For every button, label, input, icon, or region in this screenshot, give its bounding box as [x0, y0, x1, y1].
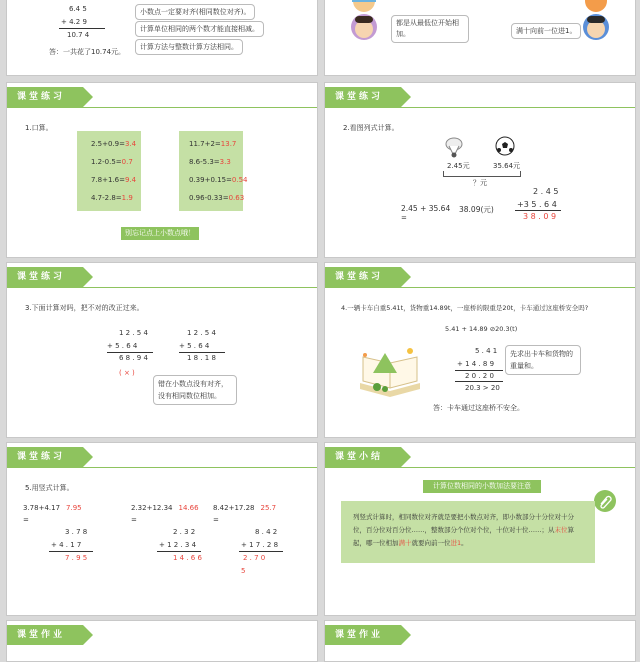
vertical-calc-line: 2 . 3 2 — [173, 528, 196, 536]
vertical-calc-line: 2 . 7 0 — [243, 554, 266, 562]
soccer-ball-icon — [495, 136, 515, 156]
oral-calc-question: 1.2-0.5= — [91, 158, 122, 166]
calc-line-1: 6.4 5 — [69, 5, 87, 13]
equation-text: 2.45 + 35.64 — [401, 204, 451, 213]
exercise-title: 5.用竖式计算。 — [25, 484, 74, 492]
vertical-line-3: 2 0 . 2 0 — [465, 372, 494, 380]
question-answer: 7.95 — [66, 504, 82, 512]
dialogue-bubble-2: 满十向前一位进1。 — [511, 23, 581, 39]
slide-header: 课堂练习 — [7, 267, 83, 287]
oral-calc-item — [91, 140, 136, 148]
equation-answer: 38.09(元) — [459, 205, 494, 214]
summary-banner: 计算位数相同的小数加法要注意 — [423, 480, 541, 493]
oral-calc-answer: 0.63 — [228, 194, 245, 202]
vertical-calc-line: + 1 7 . 2 8 — [241, 541, 279, 549]
tip-button[interactable]: 别忘记点上小数点哦！ — [121, 227, 199, 240]
note-bubble-2: 计算单位相同的两个数才能直接相减。 — [135, 21, 264, 37]
oral-calc-answer: 0.54 — [231, 176, 248, 184]
oral-calc-answer: 9.4 — [125, 176, 137, 184]
oral-calc-item — [189, 140, 236, 148]
note-bubble-1: 小数点一定要对齐(相同数位对齐)。 — [135, 4, 255, 20]
vertical-calc-line: 7 . 9 5 — [65, 554, 88, 562]
vertical-line-1: 5 . 4 1 — [475, 347, 498, 355]
exercise-title: 4.一辆卡车自重5.41t，货物重14.89t，一座桥的限重是20t，卡车通过这座桥安全吗? — [341, 304, 589, 312]
price-label-1: 2.45元 — [447, 162, 470, 170]
vertical-calc-line: 5 — [241, 567, 246, 575]
right-line-3: 1 8 . 1 8 — [187, 354, 216, 362]
child-avatar-icon-2 — [581, 12, 611, 42]
oral-calc-question: 8.6-5.3= — [189, 158, 220, 166]
oral-calc-answer: 13.7 — [220, 140, 237, 148]
question-answer: 25.7 — [260, 504, 277, 512]
slide-header: 课堂小结 — [325, 447, 401, 467]
vertical-calc-question — [213, 504, 276, 512]
slide-header: 课堂练习 — [7, 447, 83, 467]
wrong-line-2: + 5 . 6 4 — [107, 342, 138, 350]
summary-box: 列竖式计算时，相同数位对齐就是要把小数点对齐，即小数部分十分位对十分位，百分位对百分位……，整数部分个位对个位，十位对十位……；从末位算起，哪一位相加满十就要向前一位进1。 — [341, 501, 595, 563]
vertical-calc-line: 1 4 . 6 6 — [173, 554, 202, 562]
vertical-calc-question — [131, 504, 199, 512]
vertical-line-2: + 1 4 . 8 9 — [457, 360, 495, 368]
slide-homework-2 — [324, 620, 636, 662]
slide-header: 课堂练习 — [325, 87, 401, 107]
question-text: 3.78+4.17 — [23, 504, 61, 512]
book-illustration-icon — [355, 343, 425, 403]
equation-text: 5.41 + 14.89 ⊘20.3(t) — [445, 325, 518, 333]
oral-calc-question: 4.7-2.8= — [91, 194, 122, 202]
answer-text: 答：卡车通过这座桥不安全。 — [433, 404, 524, 412]
price-label-2: 35.64元 — [493, 162, 521, 170]
question-label: ？元 — [473, 179, 487, 187]
hint-bubble: 先求出卡车和货物的重量和。 — [505, 345, 581, 375]
oral-calc-item — [189, 176, 248, 184]
oral-calc-item — [91, 194, 133, 202]
slide-correction — [6, 262, 318, 438]
slide-header: 课堂作业 — [7, 625, 83, 645]
wrong-line-1: 1 2 . 5 4 — [119, 329, 148, 337]
exercise-title: 2.看图列式计算。 — [343, 124, 399, 132]
oral-calc-item — [91, 158, 133, 166]
vertical-line-1: 2 . 4 5 — [533, 187, 559, 196]
note-bubble-3: 计算方法与整数计算方法相同。 — [135, 39, 243, 55]
slide-header: 课堂作业 — [325, 625, 401, 645]
oral-calc-question: 0.39+0.15= — [189, 176, 232, 184]
vertical-calc-line: + 1 2 . 3 4 — [159, 541, 197, 549]
vertical-calc-line: 3 . 7 8 — [65, 528, 88, 536]
slide-header: 课堂练习 — [7, 87, 83, 107]
oral-calc-item — [189, 194, 244, 202]
exercise-title: 1.口算。 — [25, 124, 53, 132]
right-line-2: + 5 . 6 4 — [179, 342, 210, 350]
exercise-title: 3.下面计算对吗，把不对的改正过来。 — [25, 304, 144, 312]
slide-header: 课堂练习 — [325, 267, 401, 287]
question-text: 8.42+17.28 — [213, 504, 255, 512]
question-answer: 14.66 — [178, 504, 199, 512]
wrong-mark: ( × ) — [119, 369, 135, 377]
calc-line-3: 10.7 4 — [67, 31, 90, 39]
compare-text: 20.3 > 20 — [465, 384, 500, 392]
error-note-bubble: 错在小数点没有对齐，没有相同数位相加。 — [153, 375, 237, 405]
oral-calc-answer: 3.3 — [219, 158, 231, 166]
oral-calc-question: 2.5+0.9= — [91, 140, 125, 148]
question-text: 2.32+12.34 — [131, 504, 173, 512]
slide-oral-calc — [6, 82, 318, 258]
slide-picture-calc: 课堂练习 2.看图列式计算。 2.45元 35.64元 ？元 2.45 + 35.64 38.09(元) = 2 . 4 5 +3 5 . 6 4 3 8 . 0 9 — [324, 82, 636, 258]
oral-calc-answer: 3.4 — [125, 140, 137, 148]
slide-kids-dialogue — [324, 0, 636, 76]
slide-homework-1 — [6, 620, 318, 662]
answer-text: 答：一共花了10.74元。 — [49, 48, 126, 56]
paperclip-icon — [593, 489, 617, 513]
oral-calc-item — [189, 158, 231, 166]
oral-calc-question: 11.7+2= — [189, 140, 221, 148]
oral-calc-answer: 1.9 — [121, 194, 133, 202]
right-line-1: 1 2 . 5 4 — [187, 329, 216, 337]
wrong-line-3: 6 8 . 9 4 — [119, 354, 148, 362]
vertical-calc-question — [23, 504, 82, 512]
slide-addition-example — [6, 0, 318, 76]
dialogue-bubble-1: 都是从最低位开始相加。 — [391, 15, 469, 43]
calc-line-2: + 4.2 9 — [61, 18, 87, 26]
vertical-result: 3 8 . 0 9 — [523, 212, 557, 221]
vertical-calc-line: 8 . 4 2 — [255, 528, 278, 536]
badminton-icon — [443, 136, 465, 158]
vertical-calc-line: + 4 . 1 7 — [51, 541, 82, 549]
vertical-line-2: +3 5 . 6 4 — [517, 200, 557, 209]
slide-summary — [324, 442, 636, 616]
girl-avatar-icon — [349, 12, 379, 42]
oral-calc-answer: 0.7 — [121, 158, 133, 166]
oral-calc-question: 0.96-0.33= — [189, 194, 229, 202]
slide-truck-problem — [324, 262, 636, 438]
oral-calc-item — [91, 176, 136, 184]
oral-calc-question: 7.8+1.6= — [91, 176, 125, 184]
slide-vertical-calc: 课堂练习 5.用竖式计算。 3.78+4.17 7.95 = 3 . 7 8 + 4 . 1 7 7 . 9 5 2.32+12.34 14.66 = 2 . 3 2 + 1 2 . 3 4 1 4 . 6 6 8.42+17.28 25.7 = 8 . 4 2 + 1 7 . 2 8 2 . 7 0 5 — [6, 442, 318, 616]
